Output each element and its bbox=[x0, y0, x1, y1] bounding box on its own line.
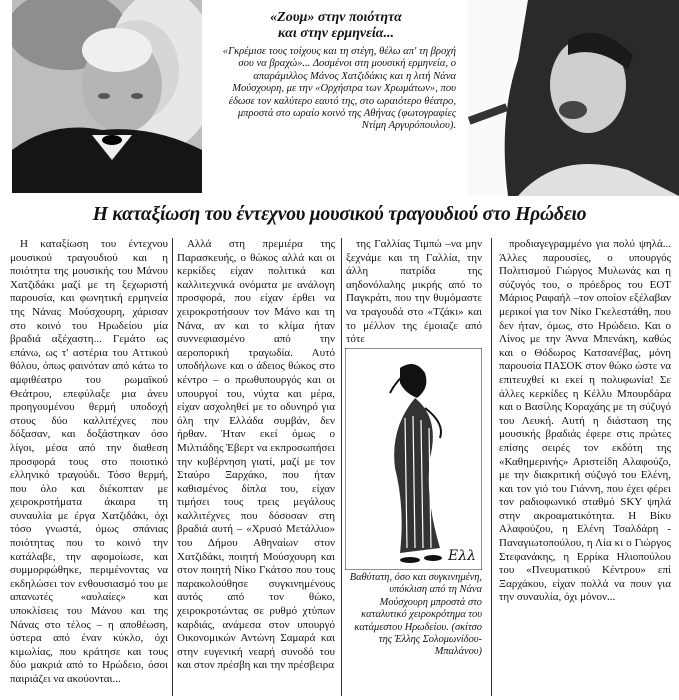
sketch-signature: Ελλ bbox=[448, 548, 476, 564]
caption-title bbox=[216, 10, 456, 42]
article-column-4 bbox=[499, 238, 671, 605]
column-4-text: προδιαγεγραμμένο για πολύ ψηλά... Άλλες παρουσίες, ο υπουργός Πολιτισμού Γιώργος Μυλωνάς και η σύζυγός του, ο πρόεδρος του ΕΟΤ Μάριος Ραφαήλ –τον οποίον εξέλαβαν μερικοί για τον Νίκο Γκελεστάθη, που δεν ήταν, όμως, στο Ηρώδειο. Και ο Λίνος με την Άννα Μπενάκη, καθώς και ο Θόδωρος Κατσανέβας, μόνη παρουσία ΠΑΣΟΚ στον θώκο ώστε να επιτευχθεί κι εκεί η πολυφωνία! Σε άλλες κερκίδες η Κέλλυ Μπουρδάρα και ο Βασίλης Κοραχάης με τη σύζυγό του Λευκή. Αυτή η διάσταση της μουσικής βραδιάς έφερε στις πρώτες επίσης σειρές τον εκδότη της «Καθημερινής» Αριστείδη Αλαφούζο, με την διακριτική σύζυγό του Ελένη, και τον γιό του Γιάννη, που έχει φέρει τον ραδιοφωνικό σταθμό SKY ψηλά στην ακροαματικότητα. Η Βίκυ Αλαφούζου, η Ελένη Τσαλδάρη - Παναγιωτοπούλου, η Λία κι ο Γιώργος Στεφανάκης, η Ερρίκα Ηλιοπούλου του «Πνευματικού Κέντρου» επί Ξαρχάκου, είχαν πολλά να πουν για την συναυλία, όχι μόνον... bbox=[499, 238, 671, 604]
article-column-3 bbox=[346, 238, 482, 347]
portrait-woman-icon bbox=[468, 0, 679, 196]
column-1-text: Η καταξίωση του έντεχνου μουσικού τραγουδιού και η ποιότητα της μουσικής του Μάνου Χατζιδάκι μαζί με τη ξεχωριστή παρουσία, και φωνητική ερμηνεία της Νάνας Μούσχουρη, χάρισαν στο κοινό του Ηρωδείου μία βραδιά αξέχαστη... Γεμάτο ως επάνω, ως τ' αστέρια του Αττικού θόλου, όπως φαινόταν από κάτω το αμφιθέατρο του ρωμαϊκού Θεάτρου, επεφύλαξε μια άνευ προηγουμένου θερμή υποδοχή στους δύο καλλιτέχνες που δόξασαν, και δοξάστηκαν όσο λίγοι, μέσα από την διαθεση προσφορά τους στο ποιοτικό ελληνικό τραγούδι. Τόσο θερμή, που όλο και διέκοπταν με χειροκροτήματα άκαιρα τη συναυλία με έργα Χατζιδάκι, όχι τόσο γνωστά, όμως σπάνιας ποιότητας που το κοινό την κατάλαβε, την αφομοίωσε, και συμμορφώθηκε, περιμένοντας να εκδηλώσει τον ενθουσιασμό του με απανωτές «αυλαίες» και υποκλίσεις του Μάνου και της Νάνας στο τέλος – η αποθέωση, ύστερα από έναν κύκλο, όχι κιμωλίας, που κράτησε και τους δύο μακριά από το Ηρώδειο, όσοι παιριάζει να ακούονται... bbox=[10, 238, 168, 685]
portrait-man-icon bbox=[12, 0, 202, 193]
caption-title-line1: «Ζουμ» στην ποιότητα bbox=[270, 10, 402, 25]
column-divider bbox=[491, 238, 492, 696]
sketch-caption: Βαθύτατη, όσο και συγκινημένη, υπόκλιση από τη Νάνα Μούσχουρη μπροστά στο καταλυτικό χειροκρότημα του κατάμεστου Ηρωδείου. (σκίτσο της Έλλης Σολομωνίδου-Μπαλάνου) bbox=[349, 572, 482, 658]
column-2-text: Αλλά στη πρεμιέρα της Παρασκευής, ο θώκος αλλά και οι κερκίδες είχαν πολιτικά και καλλιτεχνικά ονόματα με ανάλογη προσφορά, που είχαν έρθει να χειροκροτήσουν τον Μάνο και τη Νάνα, αν και το κλίμα ήταν συννεφιασμένο από την αεροπορική τραγωδία. Αυτό υποδήλωνε και ο άδειος θώκος στο κέντρο – ο πρωθυπουργός και οι υπουργοί του, νύχτα και μέρα, είχαν ασχοληθεί με το οδυνηρό για όλη την Ελλάδα συμβάν, δεν ήρθαν. Ήταν εκεί όμως ο Μιλτιάδης Έβερτ να εκπροσωπήσει την κυβέρνηση γιατί, μαζί με τον Σταύρο Ξαρχάκο, που ήταν καθισμένος δίπλα του, είχαν τιμήσει τους τρεις μεγάλους καλλιτέχνες που δόσοσαν στη βραδιά αυτή – «Χρυσό Μετάλλιο» του Δήμου Αθηναίων στον Χατζιδάκι, ποιητή Μούσχουρη και στον ποιητή Νίκο Γκάτσο που τους παρακολούθησε συγκινημένους αυτός από τον θώκο, χειροκροτώντας σε ρυθμό χτύπων καρδιάς, ανάμεσα στον υπουργό Οικονομικών Αντώνη Σαμαρά και στην ευγενική νεαρή συνοδό του και στον πρέσβη και την πρέσβειρα bbox=[177, 238, 335, 672]
sketch-illustration bbox=[345, 348, 482, 570]
photo-caption bbox=[216, 10, 456, 133]
column-3-text: της Γαλλίας Τιμπώ –να μην ξεχνάμε και τη Γαλλία, την άλλη πατρίδα της αηδονόλαλης μικρής από το Παγκράτι, που την θυμόμαστε να τραγουδά στο «Τζάκι» και το μέλλον της έμοιαζε από τότε bbox=[346, 238, 482, 346]
article-column-2 bbox=[177, 238, 335, 673]
caption-body: «Γκρέμισε τους τοίχους και τη στέγη, θέλω απ' τη βροχή σου να βραχώ»... Δοσμένοι στη μουσική ερμηνεία, ο απαράμιλλος Μάνος Χατζιδάκις και η λιτή Νάνα Μούσχουρη, με την «Ορχήστρα των Χρωμάτων», που έδωσε τον καλύτερο εαυτό της, στο ωραιότερο θέατρο, μπροστά στο ωραίο κοινό της Αθήνας (φωτογραφίες Ντίμη Αργυρόπουλου). bbox=[222, 46, 456, 132]
article-column-1 bbox=[10, 238, 168, 687]
bowing-singer-sketch-icon bbox=[345, 348, 482, 570]
article-headline: Η καταξίωση του έντεχνου μουσικού τραγουδιού στο Ηρώδειο bbox=[92, 204, 587, 225]
photo-mouskouri bbox=[468, 0, 679, 196]
column-divider bbox=[341, 238, 342, 696]
caption-title-line2: και στην ερμηνεία... bbox=[278, 26, 394, 41]
photo-hatzidakis bbox=[12, 0, 202, 193]
column-divider bbox=[172, 238, 173, 696]
